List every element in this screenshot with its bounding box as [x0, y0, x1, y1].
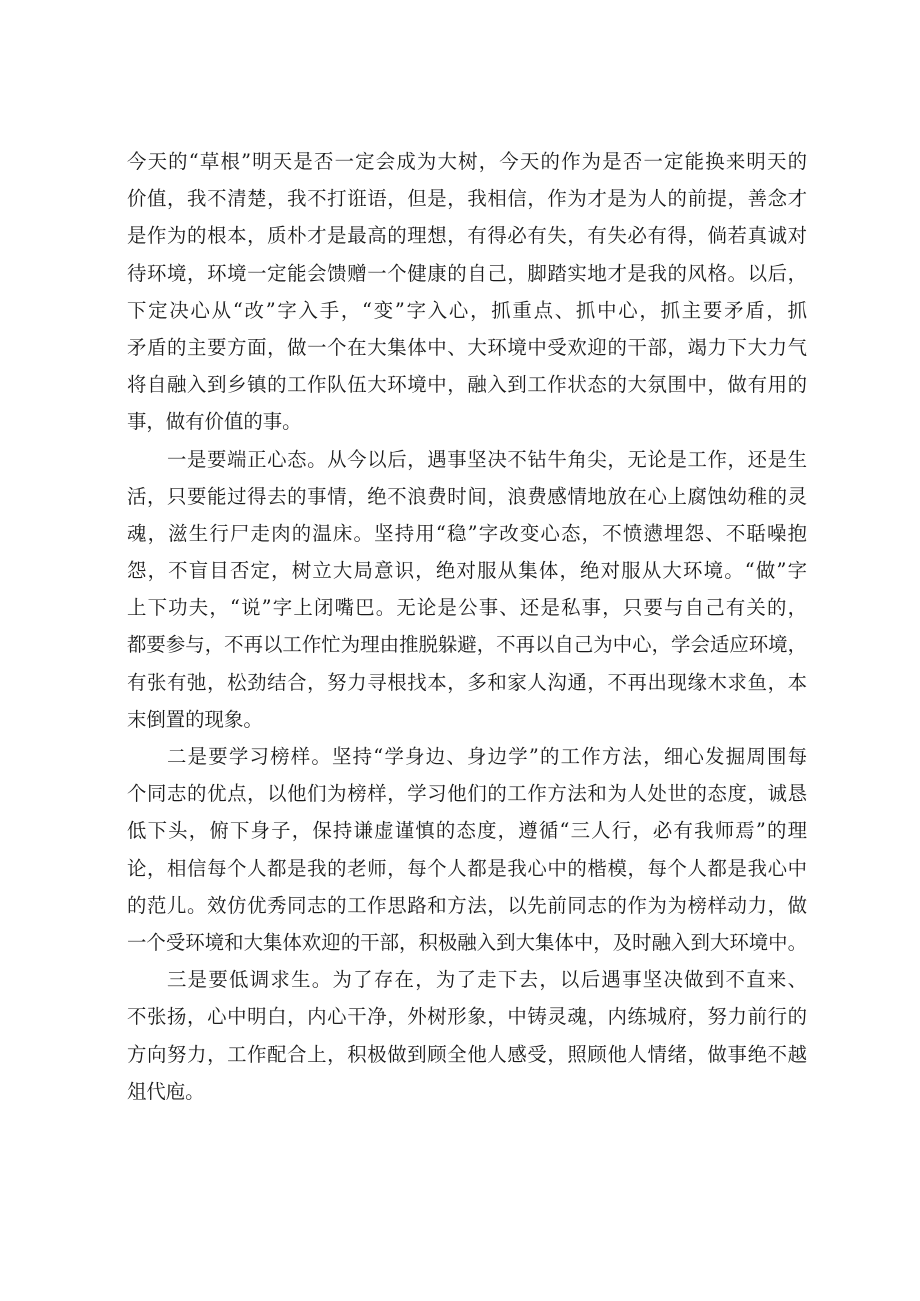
paragraph-line: 魂，滋生行尸走肉的温床。坚持用“稳”字改变心态，不愤懑埋怨、不聒噪抱	[127, 521, 807, 545]
paragraph-line: 方向努力，工作配合上，积极做到顾全他人感受，照顾他人情绪，做事绝不越	[127, 1042, 807, 1066]
paragraph-1	[127, 143, 807, 441]
paragraph-line: 个同志的优点，以他们为榜样，学习他们的工作方法和为人处世的态度，诚恳	[127, 782, 807, 806]
paragraph-line: 三是要低调求生。为了存在，为了走下去，以后遇事坚决做到不直来、	[167, 968, 807, 992]
paragraph-line: 俎代庖。	[127, 1079, 205, 1103]
paragraph-line: 上下功夫，“说”字上闭嘴巴。无论是公事、还是私事，只要与自己有关的，	[127, 596, 807, 620]
paragraph-line: 末倒置的现象。	[127, 707, 263, 731]
paragraph-line: 待环境，环境一定能会馈赠一个健康的自己，脚踏实地才是我的风格。以后，	[127, 261, 807, 285]
paragraph-line: 今天的“草根”明天是否一定会成为大树，今天的作为是否一定能换来明天的	[127, 150, 807, 173]
paragraph-line: 低下头，俯下身子，保持谦虚谨慎的态度，遵循“三人行，必有我师焉”的理	[127, 819, 807, 843]
paragraph-line: 二是要学习榜样。坚持“学身边、身边学”的工作方法，细心发掘周围每	[167, 745, 807, 768]
paragraph-line: 一是要端正心态。从今以后，遇事坚决不钻牛角尖，无论是工作，还是生	[167, 447, 807, 471]
paragraph-2	[127, 441, 807, 739]
paragraph-line: 怨，不盲目否定，树立大局意识，绝对服从集体，绝对服从大环境。“做”字	[127, 559, 807, 583]
paragraph-3	[127, 738, 807, 961]
paragraph-4	[127, 961, 807, 1110]
paragraph-line: 论，相信每个人都是我的老师，每个人都是我心中的楷模，每个人都是我心中	[127, 856, 807, 880]
paragraph-line: 价值，我不清楚，我不打诳语，但是，我相信，作为才是为人的前提，善念才	[127, 187, 807, 211]
paragraph-line: 将自融入到乡镇的工作队伍大环境中，融入到工作状态的大氛围中，做有用的	[127, 373, 807, 397]
document-body	[127, 143, 807, 1110]
paragraph-line: 的范儿。效仿优秀同志的工作思路和方法，以先前同志的作为为榜样动力，做	[127, 893, 807, 917]
paragraph-line: 不张扬，心中明白，内心干净，外树形象，中铸灵魂，内练城府，努力前行的	[127, 1005, 807, 1029]
paragraph-line: 矛盾的主要方面，做一个在大集体中、大环境中受欢迎的干部，竭力下大力气	[127, 335, 807, 359]
paragraph-line: 有张有弛，松劲结合，努力寻根找本，多和家人沟通，不再出现缘木求鱼，本	[127, 670, 807, 694]
paragraph-line: 下定决心从“改”字入手，“变”字入心，抓重点、抓中心，抓主要矛盾，抓	[127, 298, 807, 322]
paragraph-line: 一个受环境和大集体欢迎的干部，积极融入到大集体中，及时融入到大环境中。	[127, 930, 807, 954]
paragraph-line: 事，做有价值的事。	[127, 410, 302, 434]
paragraph-line: 是作为的根本，质朴才是最高的理想，有得必有失，有失必有得，倘若真诚对	[127, 224, 807, 248]
paragraph-line: 活，只要能过得去的事情，绝不浪费时间，浪费感情地放在心上腐蚀幼稚的灵	[127, 484, 807, 508]
paragraph-line: 都要参与，不再以工作忙为理由推脱躲避，不再以自己为中心，学会适应环境，	[127, 633, 807, 657]
